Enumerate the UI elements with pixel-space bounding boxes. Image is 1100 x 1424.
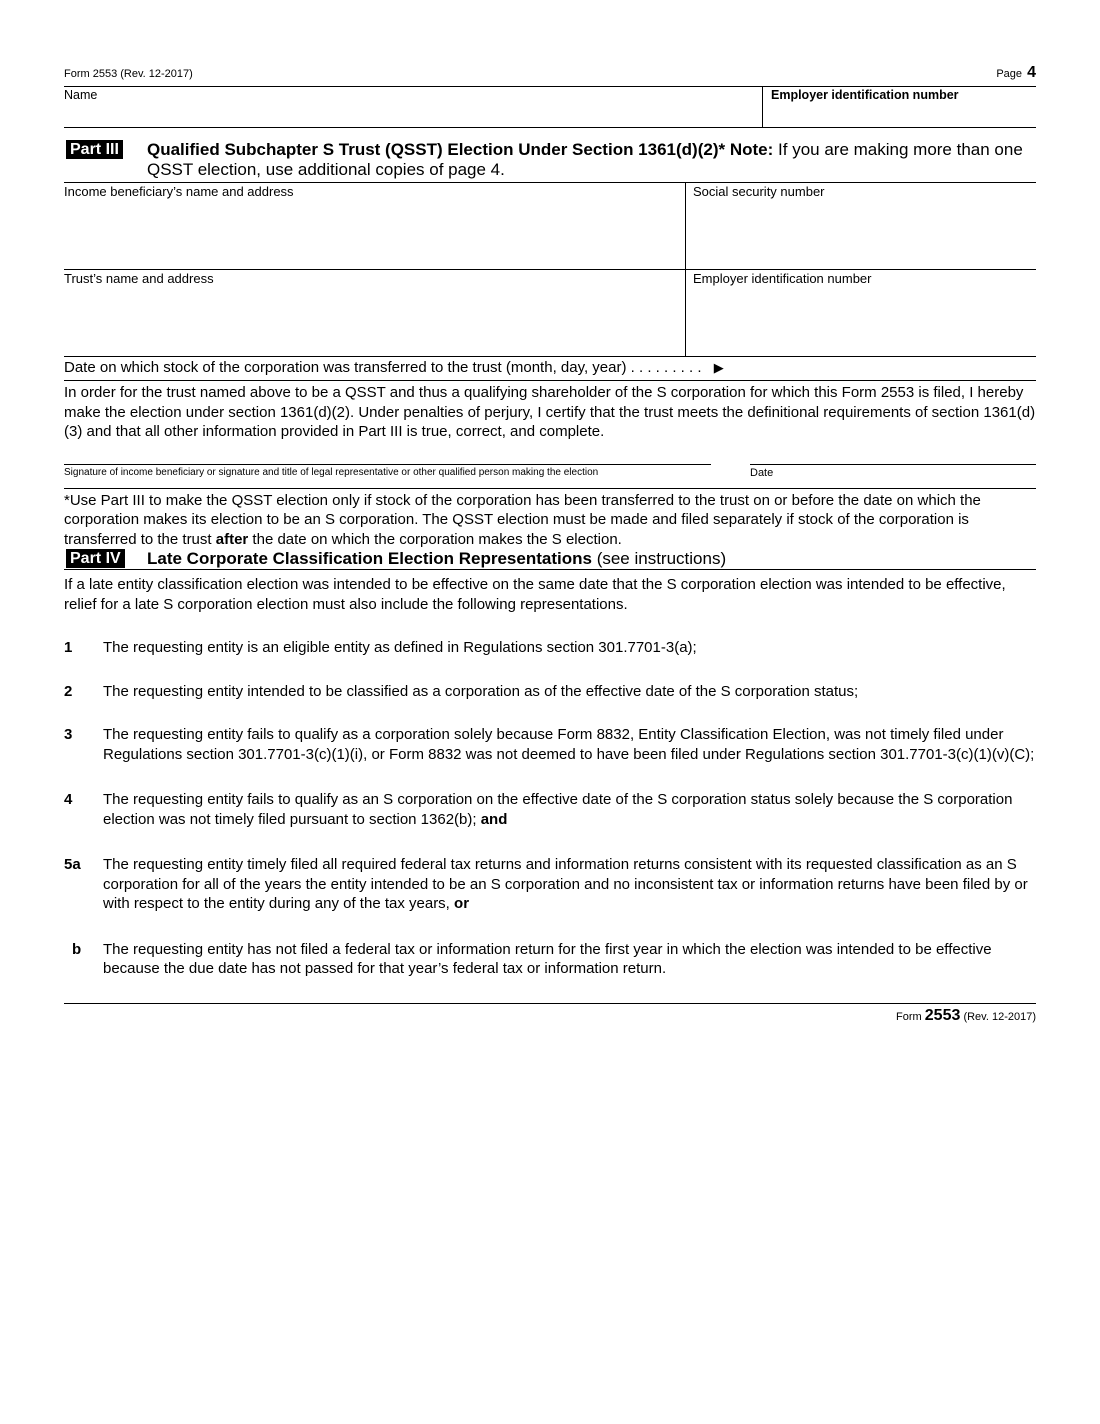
signature-field[interactable]: Signature of income beneficiary or signature and title of legal representative or other qualified person making the election (64, 464, 711, 478)
page-footer (64, 1003, 1036, 1028)
representation-item (64, 638, 1036, 658)
item-text: The requesting entity timely filed all required federal tax returns and information returns consistent with its requested classification as an S corporation for all of the years the entity intended to be an S corporation and no inconsistent tax or information returns have been filed by or with respect to the entity during any of the tax years, (103, 856, 1028, 912)
name-field-label[interactable]: Name (64, 88, 98, 102)
page-number: 4 (1027, 64, 1036, 81)
part4-header (64, 549, 1036, 570)
part3-footnote: *Use Part III to make the QSST election only if stock of the corporation has been transferred to the trust on or before the date on which the corporation makes its election to be an S corporation. The QSST election must be made and filed separately if stock of the corporation is transferred to the trust after the date on which the corporation makes the S election. (64, 488, 1036, 550)
representation-item (64, 682, 1036, 702)
item-number: 2 (64, 682, 73, 700)
signature-date-field[interactable]: Date (750, 464, 1036, 479)
trust-row (64, 270, 1036, 357)
item-number: b (72, 940, 82, 958)
beneficiary-row (64, 183, 1036, 270)
name-row (64, 87, 1036, 128)
item-conjunction: or (454, 895, 470, 912)
item-number: 3 (64, 726, 73, 743)
ein-field-label[interactable]: Employer identification number (762, 87, 959, 127)
beneficiary-field[interactable]: Income beneficiary’s name and address (64, 184, 294, 199)
representation-item (64, 725, 1036, 764)
part3-header (64, 140, 1036, 183)
representation-item (64, 790, 1036, 829)
item-number: 5a (64, 856, 81, 873)
part4-intro: If a late entity classification election was intended to be effective on the same date that the S corporation election was intended to be effective, relief for a late S corporation election must also include the following representations. (64, 576, 1006, 613)
footer-form-id: Form 2553 (Rev. 12-2017) (896, 1006, 1036, 1024)
form-revision: Form 2553 (Rev. 12-2017) (64, 68, 193, 80)
signature-row (64, 464, 1036, 488)
item-text: The requesting entity has not filed a federal tax or information return for the first year in which the election was intended to be effective because the due date has not passed for that year’s federal tax or information return. (103, 940, 992, 977)
item-number: 4 (64, 791, 73, 808)
form-page (64, 60, 1036, 1028)
arrow-right-icon: ▶ (713, 360, 724, 375)
trust-field[interactable]: Trust’s name and address (64, 271, 214, 286)
item-text: The requesting entity fails to qualify as a corporation solely because Form 8832, Entity Classification Election, was not timely filed under Regulations section 301.7701-3(c)(1)(i), or Form 8832 was not deemed to have been filed under Regulations section 301.7701-3(c)(1)(v)(C); (103, 726, 1035, 763)
part4-title: Late Corporate Classification Election Representations (see instructions) (147, 549, 727, 568)
page-header (64, 60, 1036, 87)
item-number: 1 (64, 639, 73, 656)
part4-label: Part IV (66, 549, 125, 568)
trust-ein-field[interactable]: Employer identification number (685, 270, 1036, 356)
page-indicator: Page 4 (996, 64, 1036, 81)
transfer-date-row[interactable] (64, 357, 1036, 381)
part3-label: Part III (66, 140, 123, 159)
representation-item (64, 940, 1036, 979)
representation-item (64, 855, 1036, 914)
transfer-date-label: Date on which stock of the corporation was transferred to the trust (month, day, year) (64, 359, 627, 376)
part3-title: Qualified Subchapter S Trust (QSST) Election Under Section 1361(d)(2)* Note: If you are making more than one QSST election, use additional copies of page 4. (147, 140, 1023, 179)
ssn-field[interactable]: Social security number (685, 183, 1036, 269)
dot-leaders: . . . . . . . . . (630, 359, 702, 376)
item-conjunction: and (480, 810, 508, 828)
item-text: The requesting entity intended to be classified as a corporation as of the effective date of the S corporation status; (103, 682, 859, 700)
item-text: The requesting entity fails to qualify as an S corporation on the effective date of the S corporation status solely because the S corporation election was not timely filed pursuant to section 1362(b); (103, 791, 1013, 828)
certification-text: In order for the trust named above to be a QSST and thus a qualifying shareholder of the S corporation for which this Form 2553 is filed, I hereby make the election under section 1361(d)(2). Under penalties of perjury, I certify that the trust meets the definitional requirements of section 1361(d)(3) and that all other information provided in Part III is true, correct, and complete. (64, 384, 1036, 440)
item-text: The requesting entity is an eligible entity as defined in Regulations section 301.7701-3(a); (103, 639, 697, 656)
